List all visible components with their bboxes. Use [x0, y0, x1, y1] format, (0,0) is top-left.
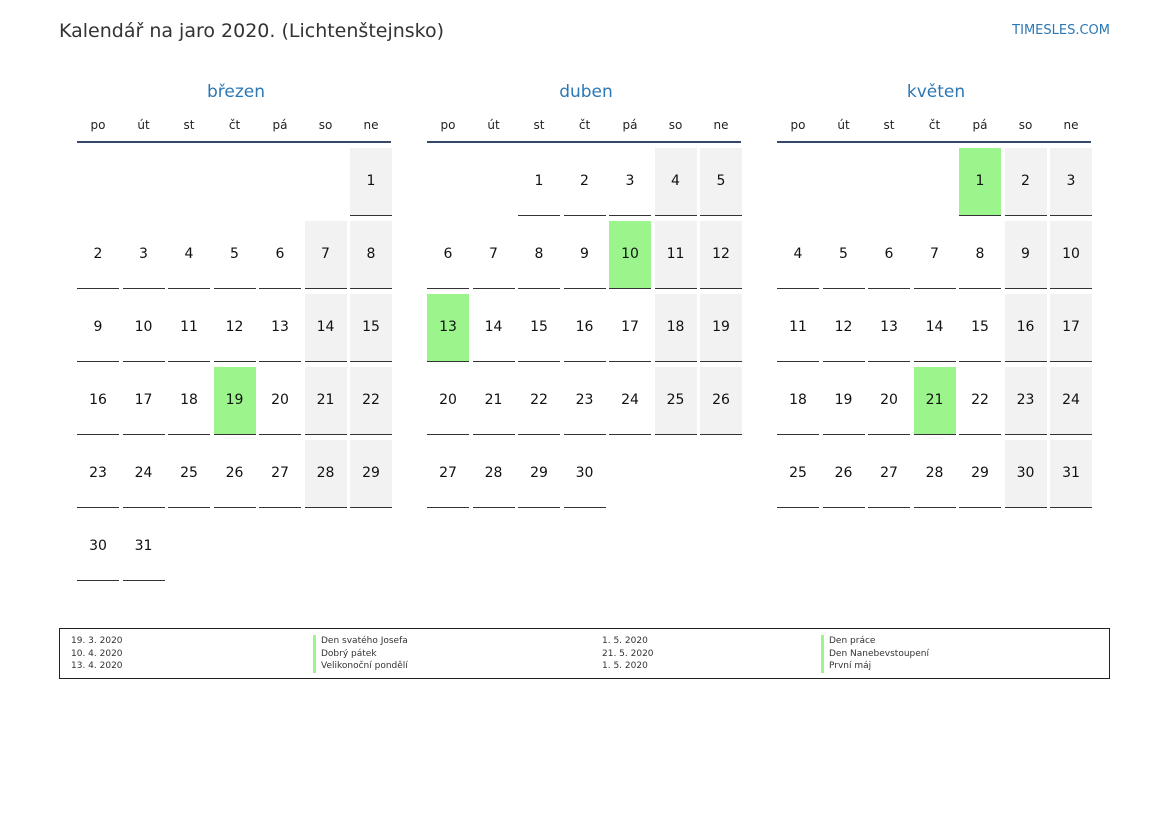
day-cell[interactable]: 18 — [777, 367, 819, 435]
legend-names-left — [313, 635, 408, 673]
legend-date: 10. 4. 2020 — [71, 648, 123, 659]
day-cell[interactable]: 29 — [350, 440, 392, 508]
day-cell[interactable]: 11 — [168, 294, 210, 362]
weekday-header: út — [837, 118, 850, 132]
day-cell[interactable]: 8 — [350, 221, 392, 289]
legend-holiday-name: Dobrý pátek — [313, 648, 408, 661]
day-cell[interactable]: 3 — [1050, 148, 1092, 216]
day-cell[interactable]: 1 — [350, 148, 392, 216]
day-cell[interactable]: 17 — [1050, 294, 1092, 362]
legend-date: 1. 5. 2020 — [602, 636, 648, 646]
weekday-header: čt — [928, 118, 941, 132]
day-cell[interactable]: 20 — [868, 367, 910, 435]
day-cell[interactable]: 2 — [1005, 148, 1047, 216]
day-cell[interactable]: 30 — [1005, 440, 1047, 508]
day-cell[interactable]: 5 — [214, 221, 256, 289]
weekday-header: so — [318, 118, 333, 132]
day-cell[interactable]: 29 — [518, 440, 560, 508]
month-name: květen — [906, 82, 966, 102]
day-cell[interactable]: 22 — [350, 367, 392, 435]
weekday-header: pá — [272, 118, 288, 132]
day-cell[interactable]: 4 — [168, 221, 210, 289]
legend-date: 21. 5. 2020 — [602, 648, 654, 659]
day-cell[interactable]: 23 — [1005, 367, 1047, 435]
day-cell[interactable]: 14 — [473, 294, 515, 362]
weekday-header: so — [668, 118, 683, 132]
legend-holiday-name: Velikonoční pondělí — [313, 660, 408, 673]
weekday-header: čt — [228, 118, 241, 132]
day-cell[interactable]: 2 — [564, 148, 606, 216]
day-cell[interactable]: 3 — [609, 148, 651, 216]
weekday-header: so — [1018, 118, 1033, 132]
legend-holiday-name: První máj — [821, 660, 929, 673]
day-cell[interactable]: 9 — [1005, 221, 1047, 289]
weekday-header: po — [440, 118, 456, 132]
legend-dates-left — [71, 635, 123, 673]
day-cell[interactable]: 2 — [77, 221, 119, 289]
holiday-legend — [59, 628, 1110, 679]
day-cell[interactable]: 12 — [214, 294, 256, 362]
legend-names-right — [821, 635, 929, 673]
day-cell[interactable]: 24 — [609, 367, 651, 435]
day-cell[interactable]: 21 — [473, 367, 515, 435]
day-cell[interactable]: 9 — [77, 294, 119, 362]
weekday-divider — [427, 141, 741, 143]
day-cell[interactable]: 10 — [123, 294, 165, 362]
day-cell[interactable]: 22 — [959, 367, 1001, 435]
day-cell[interactable]: 8 — [959, 221, 1001, 289]
day-cell[interactable]: 8 — [518, 221, 560, 289]
day-cell[interactable]: 1 — [518, 148, 560, 216]
weekday-header: ne — [713, 118, 729, 132]
day-cell[interactable]: 31 — [123, 513, 165, 581]
legend-dates-right — [602, 635, 654, 673]
weekday-header: pá — [972, 118, 988, 132]
day-cell[interactable]: 13 — [868, 294, 910, 362]
day-cell[interactable]: 28 — [305, 440, 347, 508]
month-name: duben — [559, 82, 613, 102]
legend-date: 19. 3. 2020 — [71, 636, 123, 646]
day-cell[interactable]: 19 — [823, 367, 865, 435]
day-cell[interactable]: 16 — [77, 367, 119, 435]
day-cell[interactable]: 15 — [959, 294, 1001, 362]
legend-holiday-name: Den práce — [821, 635, 929, 648]
day-cell[interactable]: 14 — [305, 294, 347, 362]
weekday-header: po — [90, 118, 106, 132]
page-title: Kalendář na jaro 2020. (Lichtenštejnsko) — [59, 20, 445, 42]
day-cell[interactable]: 17 — [123, 367, 165, 435]
day-cell[interactable]: 11 — [777, 294, 819, 362]
day-cell[interactable]: 26 — [823, 440, 865, 508]
day-cell[interactable]: 21 — [914, 367, 956, 435]
day-cell[interactable]: 20 — [259, 367, 301, 435]
day-cell[interactable]: 5 — [823, 221, 865, 289]
day-cell[interactable]: 6 — [868, 221, 910, 289]
day-cell[interactable]: 7 — [305, 221, 347, 289]
day-cell[interactable]: 20 — [427, 367, 469, 435]
day-cell[interactable]: 18 — [168, 367, 210, 435]
weekday-header: út — [487, 118, 500, 132]
day-cell[interactable]: 21 — [305, 367, 347, 435]
legend-holiday-name: Den Nanebevstoupení — [821, 648, 929, 661]
day-cell[interactable]: 19 — [700, 294, 742, 362]
day-cell[interactable]: 1 — [959, 148, 1001, 216]
day-cell[interactable]: 28 — [473, 440, 515, 508]
weekday-header: čt — [578, 118, 591, 132]
day-cell[interactable]: 10 — [609, 221, 651, 289]
day-cell[interactable]: 23 — [564, 367, 606, 435]
day-cell[interactable]: 4 — [655, 148, 697, 216]
day-cell[interactable]: 25 — [168, 440, 210, 508]
day-cell[interactable]: 15 — [518, 294, 560, 362]
day-cell[interactable]: 26 — [700, 367, 742, 435]
day-cell[interactable]: 26 — [214, 440, 256, 508]
day-cell[interactable]: 15 — [350, 294, 392, 362]
weekday-header: ne — [363, 118, 379, 132]
weekday-divider — [777, 141, 1091, 143]
day-cell[interactable]: 16 — [564, 294, 606, 362]
weekday-header: pá — [622, 118, 638, 132]
day-cell[interactable]: 4 — [777, 221, 819, 289]
day-cell[interactable]: 30 — [564, 440, 606, 508]
day-cell[interactable]: 10 — [1050, 221, 1092, 289]
day-cell[interactable]: 25 — [655, 367, 697, 435]
weekday-header: po — [790, 118, 806, 132]
day-cell[interactable]: 18 — [655, 294, 697, 362]
legend-holiday-name: Den svatého Josefa — [313, 635, 408, 648]
day-cell[interactable]: 5 — [700, 148, 742, 216]
day-cell[interactable]: 7 — [473, 221, 515, 289]
day-cell[interactable]: 3 — [123, 221, 165, 289]
day-cell[interactable]: 24 — [123, 440, 165, 508]
day-cell[interactable]: 17 — [609, 294, 651, 362]
weekday-header: st — [533, 118, 545, 132]
month-name: březen — [206, 82, 266, 102]
day-cell[interactable]: 9 — [564, 221, 606, 289]
weekday-divider — [77, 141, 391, 143]
day-cell[interactable]: 19 — [214, 367, 256, 435]
weekday-header: st — [183, 118, 195, 132]
legend-date: 1. 5. 2020 — [602, 661, 648, 671]
weekday-header: út — [137, 118, 150, 132]
day-cell[interactable]: 27 — [868, 440, 910, 508]
day-cell[interactable]: 13 — [259, 294, 301, 362]
day-cell[interactable]: 6 — [259, 221, 301, 289]
day-cell[interactable]: 22 — [518, 367, 560, 435]
day-cell[interactable]: 12 — [823, 294, 865, 362]
day-cell[interactable]: 27 — [259, 440, 301, 508]
day-cell[interactable]: 29 — [959, 440, 1001, 508]
day-cell[interactable]: 28 — [914, 440, 956, 508]
day-cell[interactable]: 13 — [427, 294, 469, 362]
day-cell[interactable]: 24 — [1050, 367, 1092, 435]
day-cell[interactable]: 12 — [700, 221, 742, 289]
site-link[interactable]: TIMESLES.COM — [1012, 23, 1110, 38]
legend-date: 13. 4. 2020 — [71, 661, 123, 671]
day-cell[interactable]: 23 — [77, 440, 119, 508]
day-cell[interactable]: 14 — [914, 294, 956, 362]
weekday-header: st — [883, 118, 895, 132]
day-cell[interactable]: 31 — [1050, 440, 1092, 508]
day-cell[interactable]: 7 — [914, 221, 956, 289]
day-cell[interactable]: 27 — [427, 440, 469, 508]
day-cell[interactable]: 11 — [655, 221, 697, 289]
day-cell[interactable]: 25 — [777, 440, 819, 508]
day-cell[interactable]: 6 — [427, 221, 469, 289]
weekday-header: ne — [1063, 118, 1079, 132]
day-cell[interactable]: 30 — [77, 513, 119, 581]
day-cell[interactable]: 16 — [1005, 294, 1047, 362]
